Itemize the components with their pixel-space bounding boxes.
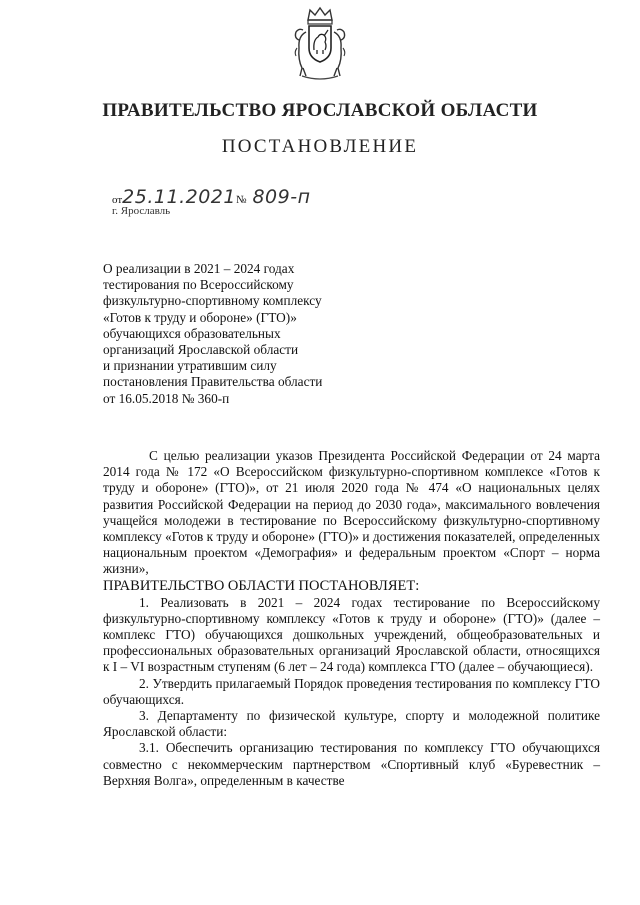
date-prefix: от <box>112 194 123 206</box>
subject-line: от 16.05.2018 № 360-п <box>103 390 230 406</box>
document-type: ПОСТАНОВЛЕНИЕ <box>221 136 419 157</box>
item-2-paragraph: 2. Утвердить прилагаемый Порядок проведения тестирования по комплексу ГТО обучающихся. <box>103 675 600 707</box>
subject-line: и признании утратившим силу <box>103 358 277 374</box>
coat-of-arms-icon <box>290 6 350 82</box>
subject-line: О реализации в 2021 – 2024 годах <box>103 261 295 276</box>
subject-line: обучающихся образовательных <box>103 325 281 341</box>
document-body <box>103 448 600 789</box>
subject-line: физкультурно-спортивному комплексу <box>103 293 322 309</box>
item-3-paragraph: 3. Департаменту по физической культуре, спорту и молодежной политике Ярославской области: <box>103 708 600 740</box>
city: г. Ярославль <box>112 205 171 217</box>
subject-line: тестирования по Всероссийскому <box>103 277 294 293</box>
item-3-1-paragraph: 3.1. Обеспечить организацию тестирования по комплексу ГТО обучающихся совместно с некоммерческим партнерством «Спортивный клуб «Буревестник – Верхняя Волга», определенным в качестве <box>103 740 600 788</box>
subject-line: организаций Ярославской области <box>103 342 299 358</box>
organization-title: ПРАВИТЕЛЬСТВО ЯРОСЛАВСКОЙ ОБЛАСТИ <box>102 100 538 121</box>
number-prefix: № <box>235 194 247 206</box>
document-number: 809-п <box>252 186 311 208</box>
preamble-paragraph: С целью реализации указов Президента Российской Федерации от 24 марта 2014 года № 172 «О Всероссийском физкультурно-спортивном комплексе «Готов к труду и обороне» (ГТО)», от 21 июля 2020 года № 474 «О национальных целях развития Российской Федерации на период до 2030 года», максимального вовлечения учащейся молодежи в тестирование по Всероссийскому физкультурно-спортивному комплексу «Готов к труду и обороне» (ГТО)» и достижения показателей, определенных национальным проектом «Демография» и федеральным проектом «Спорт – норма жизни», <box>103 448 600 577</box>
item-1-paragraph: 1. Реализовать в 2021 – 2024 годах тестирование по Всероссийскому физкультурно-спортивному комплексу «Готов к труду и обороне» (ГТО)» (далее – комплекс ГТО) обучающихся дошкольных учреждений, общеобразовательных и профессиональных образовательных организаций Ярославской области, относящихся к I – VI возрастным ступеням (6 лет – 24 года) комплекса ГТО (далее – обучающиеся). <box>103 594 600 675</box>
decree-heading: ПРАВИТЕЛЬСТВО ОБЛАСТИ ПОСТАНОВЛЯЕТ: <box>103 577 420 594</box>
document-date: 25.11.2021 <box>122 186 236 208</box>
document-subject <box>103 261 373 407</box>
subject-line: «Готов к труду и обороне» (ГТО)» <box>103 309 297 325</box>
subject-line: постановления Правительства области <box>103 374 323 390</box>
